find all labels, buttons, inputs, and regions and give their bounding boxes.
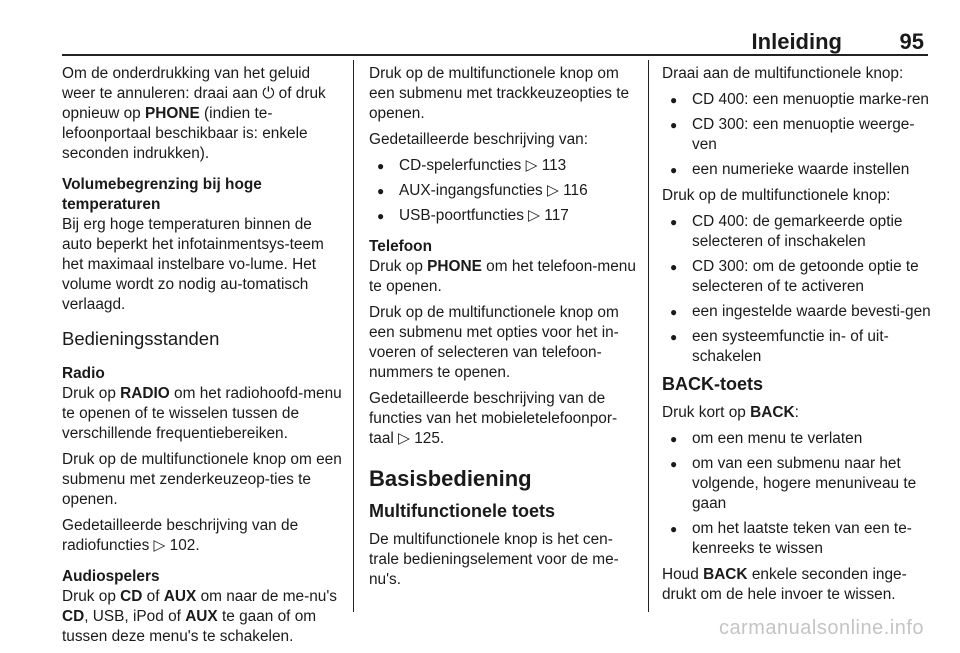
modes-heading: Bedieningsstanden bbox=[62, 328, 220, 349]
detail-list bbox=[369, 156, 637, 226]
list-item: ● om het laatste teken van een te-kenreeks te wissen bbox=[662, 519, 932, 559]
press-intro: Druk op de multifunctionele knop: bbox=[662, 187, 891, 204]
list-item: ● CD 400: de gemarkeerde optie selecteren of inschakelen bbox=[662, 212, 932, 252]
key-name: CD bbox=[62, 608, 85, 625]
column-1 bbox=[62, 64, 342, 653]
phone-detail-paragraph: Gedetailleerde beschrijving van de functies van het mobieletelefoonpor-taal ▷ 125. bbox=[369, 390, 618, 447]
audio-section bbox=[62, 567, 342, 647]
key-name: CD bbox=[120, 588, 143, 605]
key-name: RADIO bbox=[120, 385, 170, 402]
watermark: carmanualsonline.info bbox=[718, 617, 924, 639]
radio-detail-paragraph: Gedetailleerde beschrijving van de radiofuncties ▷ 102. bbox=[62, 517, 299, 554]
key-name: BACK bbox=[750, 404, 795, 421]
multifunction-heading: Multifunctionele toets bbox=[369, 501, 555, 521]
phone-paragraph: Druk op PHONE om het telefoon-menu te openen. bbox=[369, 258, 636, 295]
volume-section bbox=[62, 175, 342, 315]
column-2 bbox=[369, 64, 637, 596]
page-header bbox=[62, 0, 928, 54]
radio-heading: Radio bbox=[62, 365, 105, 382]
turn-list bbox=[662, 90, 932, 180]
press-list bbox=[662, 212, 932, 367]
key-name: PHONE bbox=[145, 105, 200, 122]
audio-heading: Audiospelers bbox=[62, 568, 160, 585]
back-heading: BACK-toets bbox=[662, 374, 763, 394]
list-item: ● CD-spelerfuncties ▷ 113 bbox=[369, 156, 637, 176]
list-item: ● een numerieke waarde instellen bbox=[662, 160, 932, 180]
phone-heading: Telefoon bbox=[369, 238, 432, 255]
turn-intro: Draai aan de multifunctionele knop: bbox=[662, 65, 904, 82]
radio-paragraph: Druk op RADIO om het radiohoofd-menu te openen of te wisselen tussen de verschillende frequentiebereiken. bbox=[62, 385, 342, 442]
header-rule bbox=[62, 54, 928, 56]
page-number: 95 bbox=[899, 29, 924, 54]
list-item: ● CD 300: een menuoptie weerge-ven bbox=[662, 115, 932, 155]
list-item: ● om van een submenu naar het volgende, hogere menuniveau te gaan bbox=[662, 454, 932, 514]
list-item: ● een ingestelde waarde bevesti-gen bbox=[662, 302, 932, 322]
phone-section bbox=[369, 237, 637, 449]
list-item: ● USB-poortfuncties ▷ 117 bbox=[369, 206, 637, 226]
radio-knob-paragraph: Druk op de multifunctionele knop om een submenu met zenderkeuzeop-ties te openen. bbox=[62, 451, 342, 508]
column-divider-2 bbox=[648, 60, 649, 612]
key-name: BACK bbox=[703, 566, 748, 583]
multifunction-paragraph: De multifunctionele knop is het cen-trale bedieningselement voor de me-nu's. bbox=[369, 531, 619, 588]
back-list bbox=[662, 429, 932, 559]
basis-heading: Basisbediening bbox=[369, 466, 532, 491]
track-knob-paragraph: Druk op de multifunctionele knop om een submenu met trackkeuzeopties te openen. bbox=[369, 65, 630, 122]
intro-paragraph: Om de onderdrukking van het geluid weer te annuleren: draai aan ⏻ of druk opnieuw op PHONE (indien te-lefoonportaal beschikbaar is: enkele seconden indrukken). bbox=[62, 65, 326, 162]
column-3 bbox=[662, 64, 932, 611]
list-item: ● CD 300: om de getoonde optie te selecteren of te activeren bbox=[662, 257, 932, 297]
phone-knob-paragraph: Druk op de multifunctionele knop om een submenu met opties voor het in-voeren of selecteren van telefoon-nummers te openen. bbox=[369, 304, 619, 381]
key-name: AUX bbox=[185, 608, 218, 625]
column-divider-1 bbox=[353, 60, 354, 612]
volume-paragraph: Bij erg hoge temperaturen binnen de auto beperkt het infotainmentsys-teem het maximaal instelbare vo-lume. Het volume wordt zo nodig au-tomatisch verlaagd. bbox=[62, 216, 324, 313]
key-name: PHONE bbox=[427, 258, 482, 275]
audio-paragraph: Druk op CD of AUX om naar de me-nu's CD, USB, iPod of AUX te gaan of om tussen deze menu's te schakelen. bbox=[62, 588, 337, 645]
key-name: AUX bbox=[163, 588, 197, 605]
list-item: ● CD 400: een menuoptie marke-ren bbox=[662, 90, 932, 110]
list-item: ● een systeemfunctie in- of uit-schakelen bbox=[662, 327, 932, 367]
detail-intro: Gedetailleerde beschrijving van: bbox=[369, 131, 589, 148]
list-item: ● AUX-ingangsfuncties ▷ 116 bbox=[369, 181, 637, 201]
list-item: ● om een menu te verlaten bbox=[662, 429, 932, 449]
section-title: Inleiding bbox=[751, 29, 842, 54]
back-intro: Druk kort op BACK: bbox=[662, 404, 799, 421]
volume-heading: Volumebegrenzing bij hoge temperaturen bbox=[62, 176, 262, 213]
hold-paragraph: Houd BACK enkele seconden inge-drukt om de hele invoer te wissen. bbox=[662, 566, 907, 603]
